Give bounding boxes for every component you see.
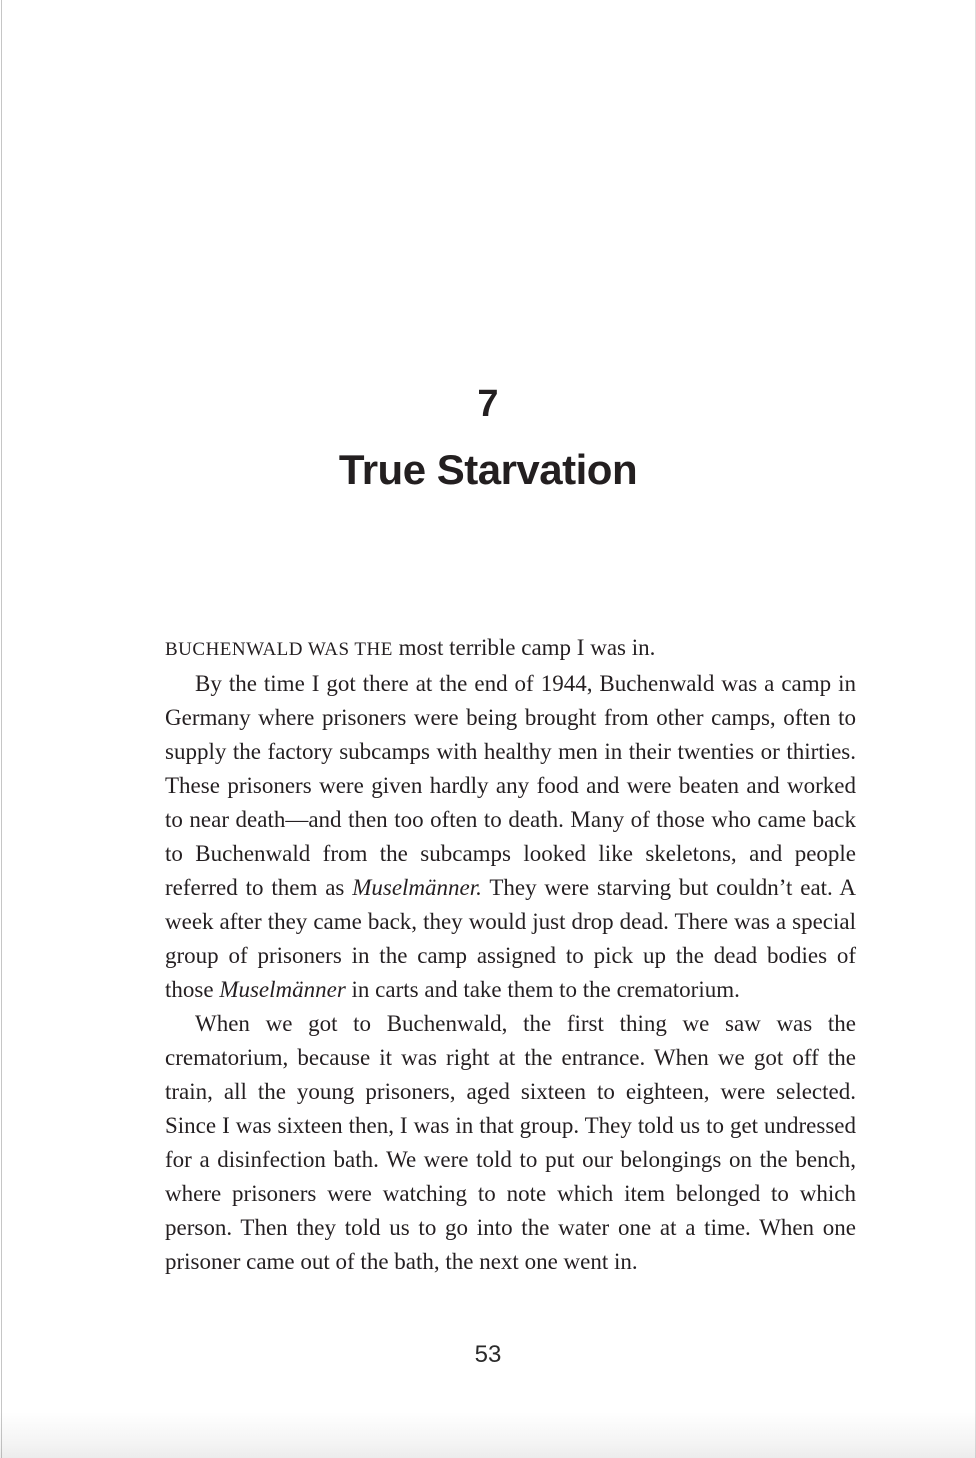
text-segment: in carts and take them to the crematorium. <box>345 977 740 1002</box>
text-segment: They were starving but couldn’t eat. A week after they came back, they would just drop dead. There was a special group of prisoners in the camp assigned to pick up the dead bodies of those <box>165 875 856 1002</box>
chapter-number: 7 <box>477 383 499 425</box>
chapter-title: True Starvation <box>338 446 638 493</box>
text-segment: By the time I got there at the end of 1944, Buchenwald was a camp in Germany where prisoners were being brought from other camps, often to supply the factory subcamps with healthy men in their twenties or thirties. These prisoners were given hardly any food and were beaten and worked to near death—and then too often to death. Many of those who came back to Buchenwald from the subcamps looked like skeletons, and people referred to them as <box>165 671 856 900</box>
smallcaps-opening: BUCHENWALD WAS THE <box>165 639 393 660</box>
text-segment: When we got to Buchenwald, the first thing we saw was the crematorium, because it was right at the entrance. When we got off the train, all the young prisoners, aged sixteen to eighteen, were selected. Since I was sixteen then, I was in that group. They told us to get undressed for a disinfection bath. We were told to put our belongings on the bench, where prisoners were watching to note which item belonged to which person. Then they told us to go into the water one at a time. When one prisoner came out of the bath, the next one went in. <box>165 1011 856 1274</box>
body-text <box>165 631 856 1279</box>
italic-term: Muselmänner <box>219 977 346 1002</box>
page-bottom-shadow <box>0 1412 976 1458</box>
page-footer <box>0 1341 976 1369</box>
paragraph <box>165 667 856 1007</box>
page-left-edge-line <box>1 0 2 1458</box>
text-segment: most terrible camp I was in. <box>392 635 656 660</box>
italic-term: Muselmänner. <box>352 875 482 900</box>
chapter-header <box>0 384 976 492</box>
paragraph <box>165 631 856 667</box>
page-number: 53 <box>474 1341 502 1368</box>
paragraph <box>165 1007 856 1279</box>
